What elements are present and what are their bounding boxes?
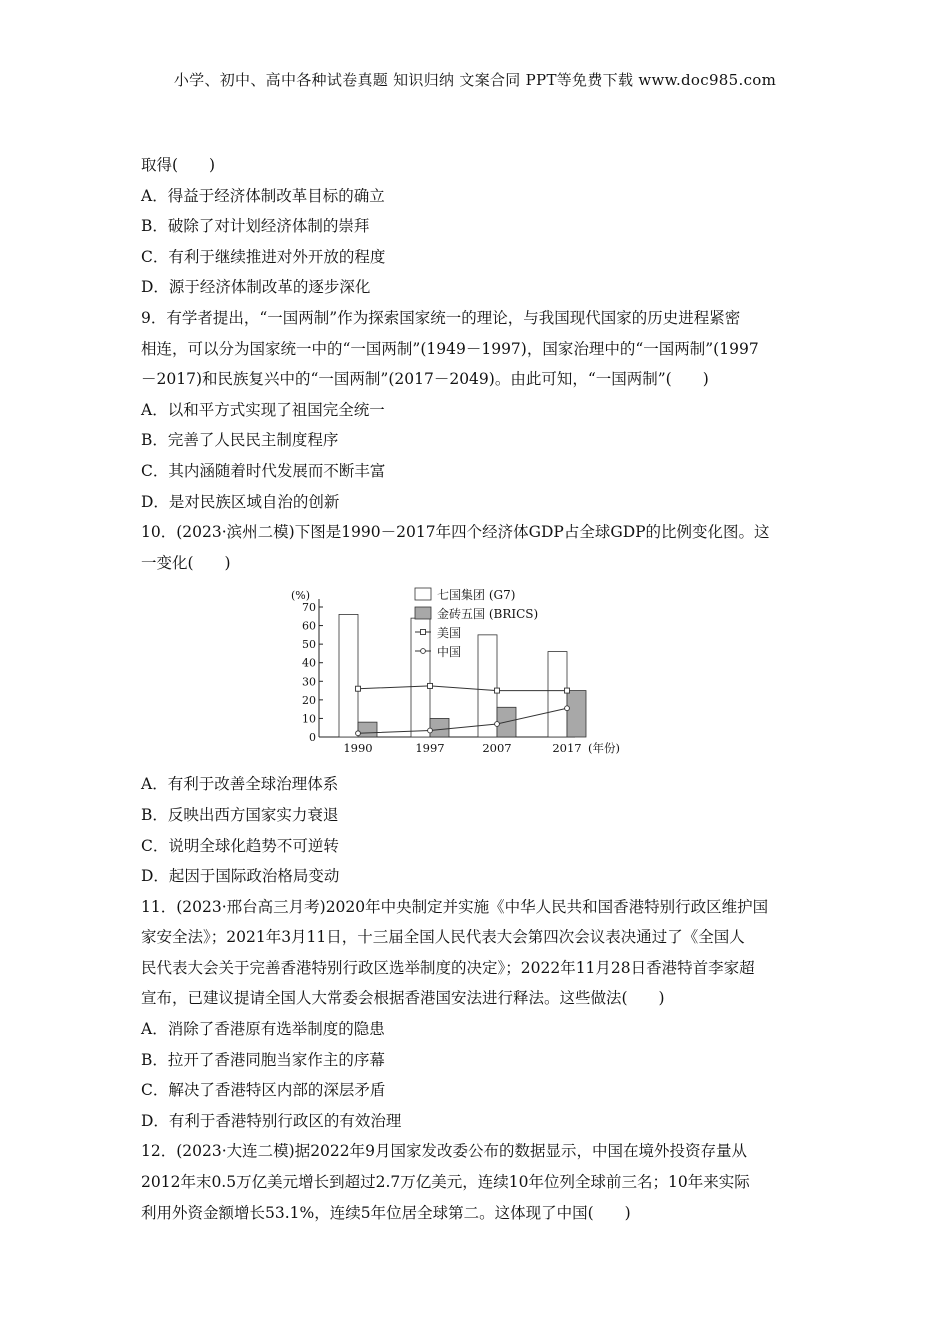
legend-label: 七国集团 (G7) (437, 588, 516, 603)
y-tick-label: 10 (302, 712, 316, 726)
point-china (565, 706, 570, 711)
q11-option-d: D．有利于香港特别行政区的有效治理 (141, 1111, 402, 1130)
x-tick-label: 2007 (482, 741, 512, 756)
bar-g7 (478, 635, 497, 737)
legend-marker-square (421, 630, 426, 635)
q9-option-d: D．是对民族区域自治的创新 (141, 492, 340, 511)
q12-stem-line: 12．(2023·大连二模)据2022年9月国家发改委公布的数据显示，中国在境外投资存量从 (141, 1142, 748, 1161)
q8-option-d: D．源于经济体制改革的逐步深化 (141, 278, 371, 297)
q9-stem-line: 9．有学者提出，“一国两制”作为探索国家统一的理论，与我国现代国家的历史进程紧密 (141, 308, 741, 327)
q8-stem-tail: 取得( ) (141, 156, 216, 174)
legend-label: 金砖五国 (BRICS) (437, 607, 539, 622)
bar-brics (430, 719, 449, 738)
bar-brics (358, 722, 377, 737)
gdp-share-chart (275, 582, 635, 764)
point-china (495, 722, 500, 727)
document-body (141, 150, 811, 1228)
q12-stem-line: 利用外资金额增长53.1%，连续5年位居全球第二。这体现了中国( ) (141, 1203, 631, 1222)
y-tick-label: 70 (302, 601, 316, 615)
bar-g7 (339, 615, 358, 738)
q9-stem-line: 相连，可以分为国家统一中的“一国两制”(1949－1997)，国家治理中的“一国两制”(1997 (141, 339, 759, 358)
q10-stem-line: 10．(2023·滨州二模)下图是1990－2017年四个经济体GDP占全球GDP的比例变化图。这 (141, 523, 770, 542)
q10-option-c: C．说明全球化趋势不可逆转 (141, 836, 339, 855)
x-axis-label: (年份) (588, 741, 620, 756)
q9-option-a: A．以和平方式实现了祖国完全统一 (141, 400, 385, 419)
q11-stem-line: 11．(2023·邢台高三月考)2020年中央制定并实施《中华人民共和国香港特别行政区维护国 (141, 897, 769, 916)
q11-stem-line: 宣布，已建议提请全国人大常委会根据香港国安法进行释法。这些做法( ) (141, 989, 665, 1008)
q11-stem-line: 家安全法》；2021年3月11日，十三届全国人民代表大会第四次会议表决通过了《全国人 (141, 928, 745, 947)
q8-option-c: C．有利于继续推进对外开放的程度 (141, 247, 386, 266)
q10-option-a: A．有利于改善全球治理体系 (141, 775, 339, 794)
q10-option-d: D．起因于国际政治格局变动 (141, 867, 340, 886)
series-line-usa (358, 686, 567, 691)
point-usa (356, 687, 361, 692)
q8-option-a: A．得益于经济体制改革目标的确立 (141, 186, 385, 205)
q11-option-b: B．拉开了香港同胞当家作主的序幕 (141, 1050, 385, 1069)
q11-option-c: C．解决了香港特区内部的深层矛盾 (141, 1081, 386, 1100)
q8-option-b: B．破除了对计划经济体制的崇拜 (141, 217, 370, 236)
point-china (356, 731, 361, 736)
y-tick-label: 30 (302, 675, 316, 689)
legend-label: 中国 (437, 645, 462, 660)
bar-g7 (548, 652, 567, 737)
q12-stem-line: 2012年末0.5万亿美元增长到超过2.7万亿美元，连续10年位列全球前三名；10年来实际 (141, 1173, 750, 1192)
q10-option-b: B．反映出西方国家实力衰退 (141, 805, 339, 824)
q11-stem-line: 民代表大会关于完善香港特别行政区选举制度的决定》；2022年11月28日香港特首李家超 (141, 958, 755, 977)
y-tick-label: 0 (309, 731, 316, 745)
page-header: 小学、初中、高中各种试卷真题 知识归纳 文案合同 PPT等免费下载 www.doc985.com (173, 71, 777, 89)
q9-option-b: B．完善了人民民主制度程序 (141, 431, 339, 450)
y-axis-label: (%) (291, 589, 311, 603)
legend-label: 美国 (437, 626, 462, 641)
legend-swatch (415, 607, 431, 619)
x-tick-label: 2017 (552, 741, 582, 756)
legend-swatch (415, 588, 431, 600)
gdp-chart-container (141, 582, 811, 767)
point-usa (495, 688, 500, 693)
bar-g7 (411, 618, 430, 737)
legend-marker-circle (421, 649, 426, 654)
q9-option-c: C．其内涵随着时代发展而不断丰富 (141, 461, 386, 480)
x-tick-label: 1990 (343, 741, 373, 756)
point-usa (428, 684, 433, 689)
bar-brics (567, 691, 586, 737)
q9-stem-line: －2017)和民族复兴中的“一国两制”(2017－2049)。由此可知，“一国两制”( ) (141, 370, 709, 389)
q10-stem-line: 一变化( ) (141, 553, 231, 572)
q11-option-a: A．消除了香港原有选举制度的隐患 (141, 1020, 385, 1039)
x-tick-label: 1997 (415, 741, 445, 756)
point-usa (565, 688, 570, 693)
y-tick-label: 50 (302, 638, 316, 652)
y-tick-label: 40 (302, 657, 316, 671)
y-tick-label: 20 (302, 694, 316, 708)
series-line-china (358, 709, 567, 734)
point-china (428, 728, 433, 733)
y-tick-label: 60 (302, 619, 316, 633)
